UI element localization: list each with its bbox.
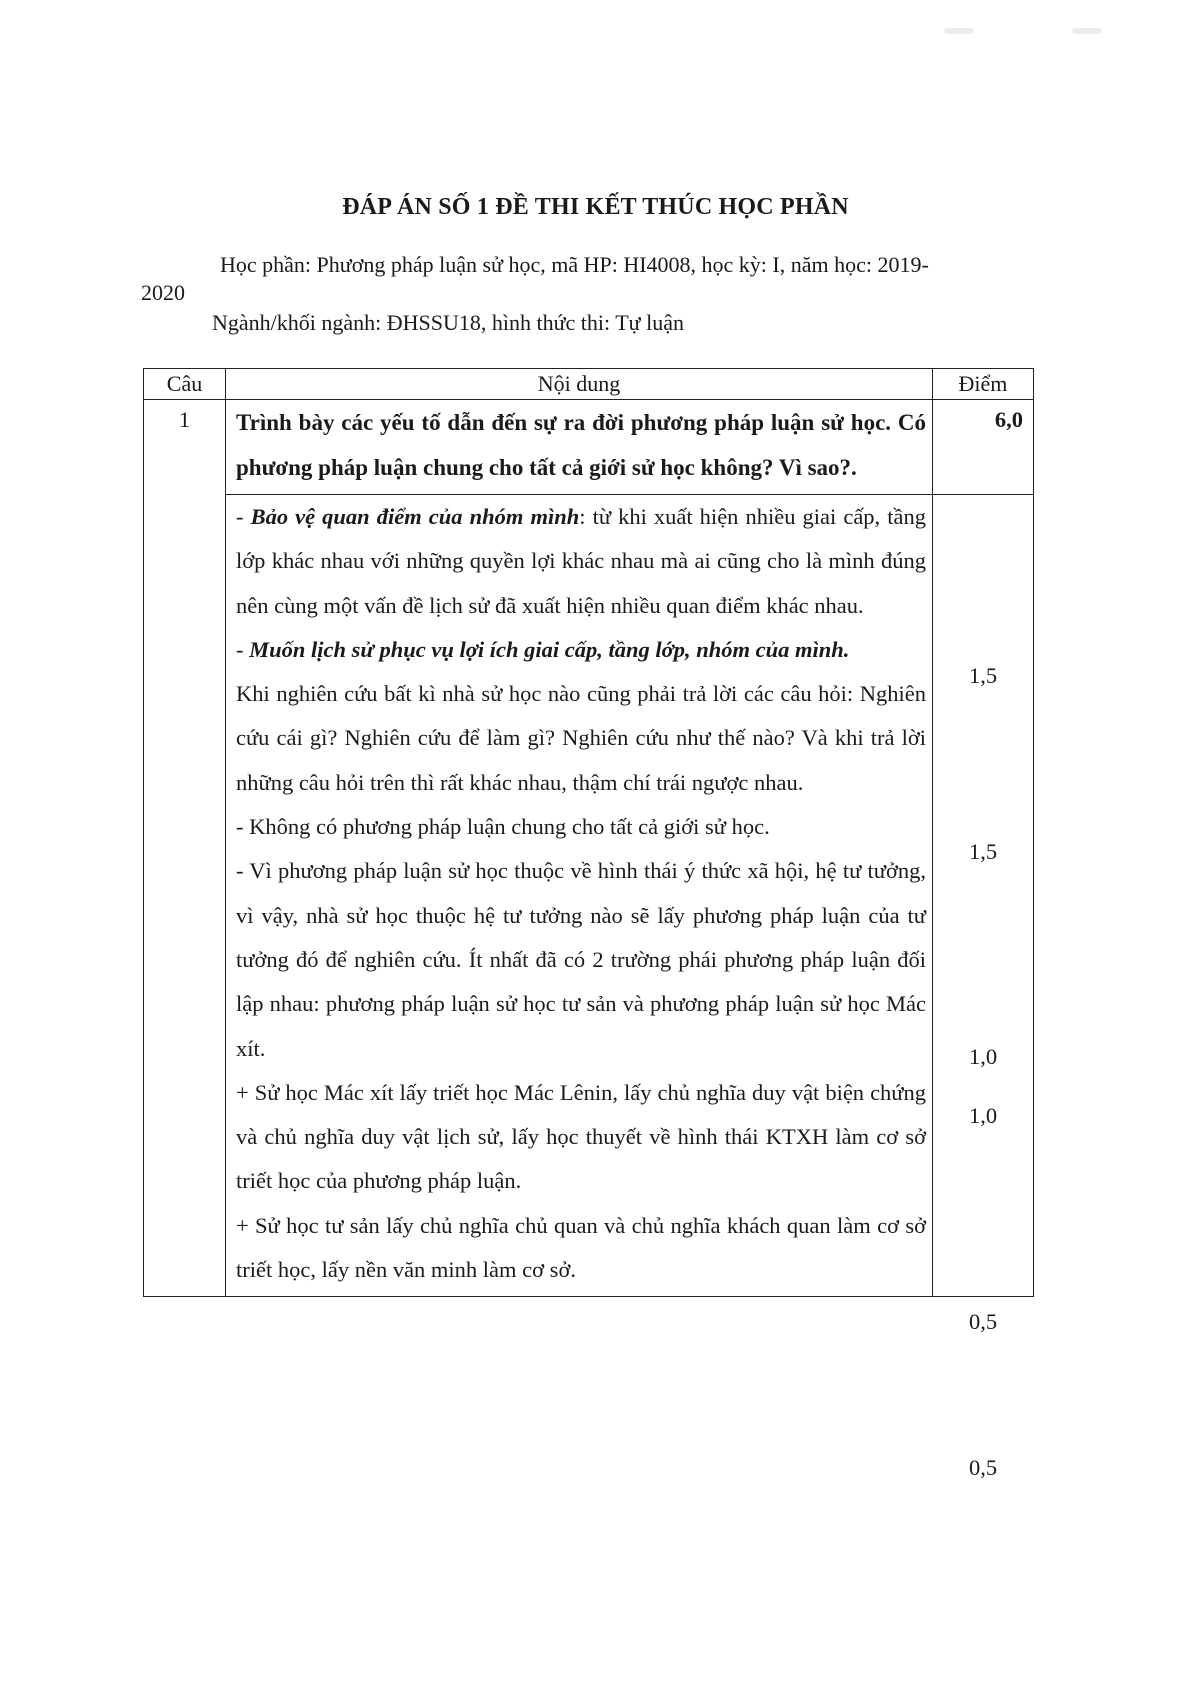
score-point-4: 1,0 [968, 1103, 998, 1128]
score-point-1: 1,5 [968, 663, 998, 688]
answer-point-4: - Không có phương pháp luận chung cho tất cả giới sử học. [236, 814, 770, 840]
answer-point-6: + Sử học Mác xít lấy triết học Mác Lênin, lấy chủ nghĩa duy vật biện chứng và chủ nghĩa duy vật lịch sử, lấy học thuyết về hình thái KTXH làm cơ sở triết học của phương pháp luận. [236, 1079, 926, 1194]
answer-point-7: + Sử học tư sản lấy chủ nghĩa chủ quan và chủ nghĩa khách quan làm cơ sở triết học, lấy nền văn minh làm cơ sở. [236, 1212, 926, 1283]
table-header-row [144, 369, 1034, 400]
answer-content [226, 495, 933, 1297]
page-title: ĐÁP ÁN SỐ 1 ĐỀ THI KẾT THÚC HỌC PHẦN [342, 194, 849, 220]
header-question: Câu [144, 369, 226, 400]
answer-point-1-heading: Bảo vệ quan điểm của nhóm mình [250, 504, 580, 529]
scan-mark [944, 28, 974, 34]
course-info-continued: 2020 [141, 280, 185, 305]
header-content: Nội dung [226, 369, 933, 400]
score-point-3: 1,0 [968, 1044, 998, 1069]
question-text: Trình bày các yếu tố dẫn đến sự ra đời phương pháp luận sử học. Có phương pháp luận chung cho tất cả giới sử học không? Vì sao?. [226, 400, 933, 495]
dash: - [236, 636, 250, 662]
score-point-5: 0,5 [968, 1309, 998, 1334]
score-point-2: 1,5 [968, 839, 998, 864]
course-info: Học phần: Phương pháp luận sử học, mã HP: HI4008, học kỳ: I, năm học: 2019- [220, 252, 929, 277]
dash: - [236, 504, 251, 529]
answer-point-1-text: : từ khi xuất hiện nhiều giai cấp, tầng lớp khác nhau với những quyền lợi khác nhau mà ai cũng cho là mình đúng nên cùng một vấn đề lịch sử đã xuất hiện nhiều quan điểm khác nhau. [236, 504, 926, 618]
answer-point-3: Khi nghiên cứu bất kì nhà sử học nào cũng phải trả lời các câu hỏi: Nghiên cứu cái gì? Nghiên cứu để làm gì? Nghiên cứu như thế nào? Và khi trả lời những câu hỏi trên thì rất khác nhau, thậm chí trái ngược nhau. [236, 681, 926, 795]
answer-row [144, 495, 1034, 1297]
question-row [144, 400, 1034, 495]
scan-mark [1072, 28, 1102, 34]
answer-table [143, 368, 1034, 1480]
major-info: Ngành/khối ngành: ĐHSSU18, hình thức thi: Tự luận [212, 310, 684, 335]
answer-point-2 [236, 628, 926, 672]
question-number: 1 [144, 400, 226, 1297]
answer-point-2-heading: Muốn lịch sử phục vụ lợi ích giai cấp, tầng lớp, nhóm của mình. [249, 636, 850, 662]
answer-point-1 [236, 495, 926, 628]
score-point-6: 0,5 [968, 1455, 998, 1480]
answer-point-5: - Vì phương pháp luận sử học thuộc về hình thái ý thức xã hội, hệ tư tưởng, vì vậy, nhà sử học thuộc hệ tư tưởng nào sẽ lấy phương pháp luận của tư tưởng đó để nghiên cứu. Ít nhất đã có 2 trường phái phương pháp luận đối lập nhau: phương pháp luận sử học tư sản và phương pháp luận sử học Mác xít. [236, 858, 926, 1061]
question-score: 6,0 [933, 400, 1034, 495]
header-score: Điểm [933, 369, 1034, 400]
answer-scores [933, 495, 1034, 1480]
